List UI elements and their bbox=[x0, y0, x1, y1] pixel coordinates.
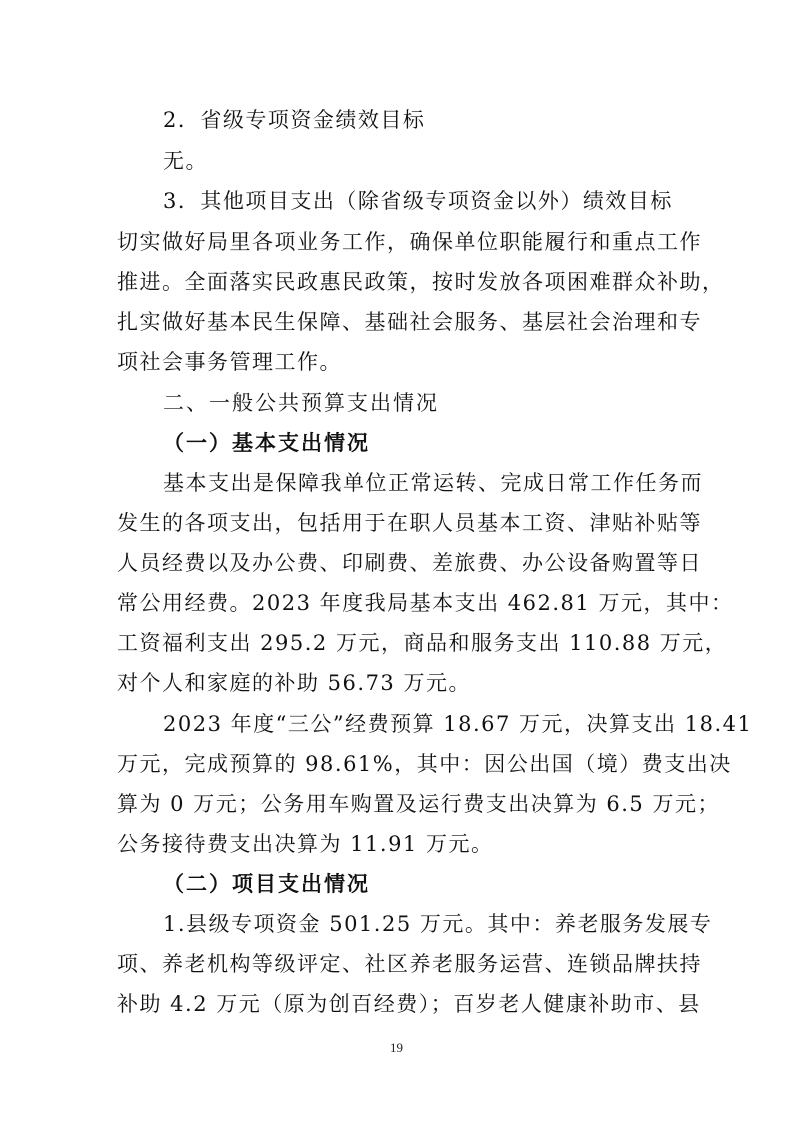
subheading-other-project-goal: 3．其他项目支出（除省级专项资金以外）绩效目标 bbox=[163, 189, 673, 213]
subsection-heading-basic-expenditure: （一）基本支出情况 bbox=[163, 430, 370, 455]
paragraph-line: 对个人和家庭的补助 56.73 万元。 bbox=[117, 671, 471, 695]
paragraph-line: 1.县级专项资金 501.25 万元。其中：养老服务发展专 bbox=[163, 912, 713, 936]
paragraph-line: 补助 4.2 万元（原为创百经费）；百岁老人健康补助市、县 bbox=[117, 992, 701, 1016]
paragraph-line: 基本支出是保障我单位正常运转、完成日常工作任务而 bbox=[163, 471, 703, 495]
section-heading-general-budget: 二、一般公共预算支出情况 bbox=[163, 391, 439, 415]
paragraph-none: 无。 bbox=[163, 149, 208, 173]
paragraph-line: 推进。全面落实民政惠民政策，按时发放各项困难群众补助， bbox=[117, 270, 725, 294]
paragraph-line: 公务接待费支出决算为 11.91 万元。 bbox=[117, 832, 494, 856]
paragraph-line: 切实做好局里各项业务工作，确保单位职能履行和重点工作 bbox=[117, 230, 702, 254]
paragraph-line: 扎实做好基本民生保障、基础社会服务、基层社会治理和专 bbox=[117, 310, 702, 334]
paragraph-line: 算为 0 万元；公务用车购置及运行费支出决算为 6.5 万元； bbox=[117, 792, 720, 816]
paragraph-line: 人员经费以及办公费、印刷费、差旅费、办公设备购置等日 bbox=[117, 551, 702, 575]
subsection-heading-project-expenditure: （二）项目支出情况 bbox=[163, 871, 370, 896]
paragraph-line: 常公用经费。2023 年度我局基本支出 462.81 万元，其中： bbox=[117, 591, 734, 615]
paragraph-line: 发生的各项支出，包括用于在职人员基本工资、津贴补贴等 bbox=[117, 511, 702, 535]
paragraph-line: 2023 年度“三公”经费预算 18.67 万元，决算支出 18.41 bbox=[163, 712, 753, 736]
paragraph-line: 万元，完成预算的 98.61%，其中：因公出国（境）费支出决 bbox=[117, 752, 732, 776]
page-number: 19 bbox=[390, 1040, 403, 1055]
paragraph-line: 工资福利支出 295.2 万元，商品和服务支出 110.88 万元， bbox=[117, 631, 728, 655]
paragraph-line: 项社会事务管理工作。 bbox=[117, 350, 342, 374]
subheading-provincial-funds-goal: 2．省级专项资金绩效目标 bbox=[163, 108, 426, 132]
paragraph-line: 项、养老机构等级评定、社区养老服务运营、连锁品牌扶持 bbox=[117, 952, 702, 976]
